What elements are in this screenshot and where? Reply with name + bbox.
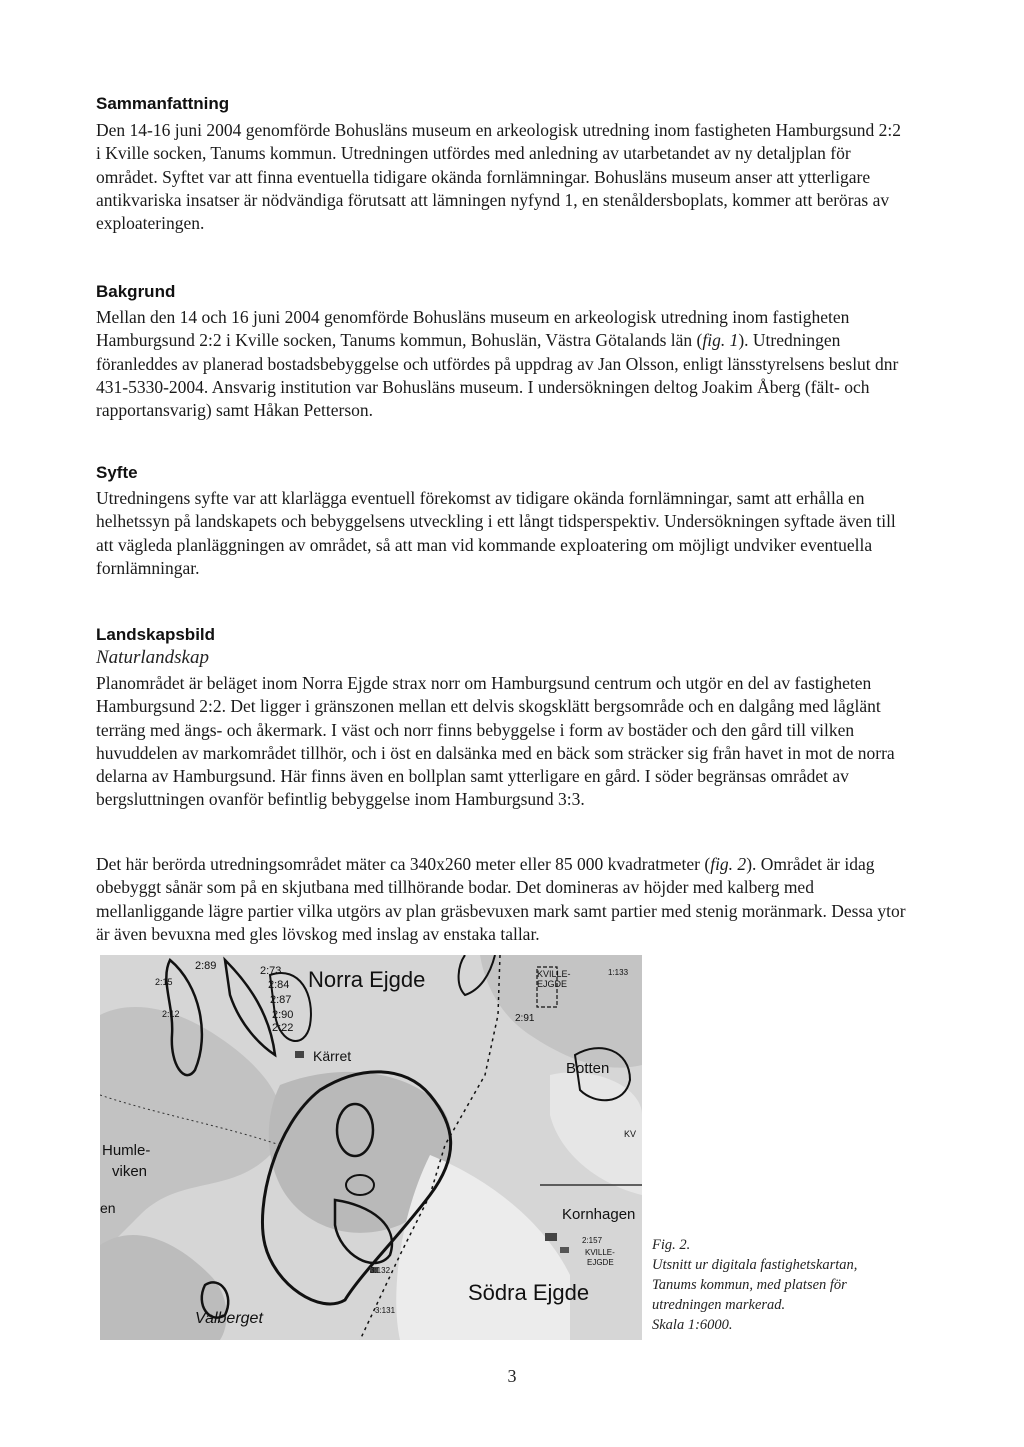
label-valberget: Valberget <box>195 1310 263 1327</box>
section-heading-syfte: Syfte <box>96 463 138 482</box>
label-parcel-2-84: 2:84 <box>268 979 290 991</box>
label-parcel-2-157: 2:157 <box>582 1236 603 1245</box>
label-parcel-1-133: 1:133 <box>608 968 629 977</box>
label-kornhagen: Kornhagen <box>562 1206 636 1223</box>
label-parcel-2-22: 2:22 <box>272 1022 294 1034</box>
landskapsbild-text2-part1: Det här berörda utredningsområdet mäter ca 340x260 meter eller 85 000 kvadratmeter ( <box>96 854 711 874</box>
landskapsbild-paragraph-1: Planområdet är beläget inom Norra Ejgde strax norr om Hamburgsund centrum och utgör en del av fastigheten Hamburgsund 2:2. Det ligger i gränszonen mellan ett delvis skogsklätt bergsområde och en dalgång med låglänt terräng med ängs- och åkermark. I väst och norr finns bebyggelse i form av bostäder och den gård till vilken huvuddelen av markområdet tillhör, och i öst en dalsänka med en bäck som sträcker sig från havet in mot de norra delarna av Hamburgsund. Här finns även en bollplan samt ytterligare en gård. I söder begränsas området av bergsluttningen ovanför befintlig bebyggelse inom Hamburgsund 3:3. <box>96 673 895 810</box>
caption-figure-number: Fig. 2. <box>652 1237 691 1253</box>
bakgrund-text-part2: ). Utredningen föranleddes av planerad bostadsbebyggelse och utfördes på uppdrag av Jan Olsson, enligt länsstyrelsens beslut dnr 431-5330-2004. Ansvarig institution var Bohusläns museum. I undersökningen deltog Joakim Åberg (fält- och rapportansvarig) samt Håkan Petterson. <box>96 330 899 421</box>
subheading-naturlandskap: Naturlandskap <box>96 647 209 668</box>
caption-line-3: utredningen markerad. <box>652 1297 786 1313</box>
label-parcel-2-12: 2:12 <box>162 1009 180 1019</box>
landskapsbild-paragraph-2 <box>96 853 906 946</box>
syfte-paragraph: Utredningens syfte var att klarlägga eventuell förekomst av tidigare okända fornlämningar, samt att erhålla en helhetssyn på landskapets och bebyggelsens utveckling i ett långt tidsperspektiv. Undersökningen syftade även till att vägleda planläggningen av området, så att man vid kommande exploatering om möjligt undviker eventuella fornlämningar. <box>96 488 896 578</box>
label-parcel-3-132: 3:132 <box>370 1266 391 1275</box>
label-parcel-2-90: 2:90 <box>272 1009 294 1021</box>
map-graphic <box>100 955 642 1340</box>
label-parcel-2-73: 2:73 <box>260 965 282 977</box>
label-parcel-2-15: 2:15 <box>155 977 173 987</box>
landskapsbild-text2-part2: ). Området är idag obebyggt sånär som på en skjutbana med tillhörande bodar. Det domineras av höjder med kalberg med mellanliggande lägre partier vilka utgörs av plan gräsbevuxen mark samt partier med stenig moränmark. Dessa ytor är även bevuxna med gles lövskog med inslag av enstaka tallar. <box>96 854 906 944</box>
section-heading-sammanfattning: Sammanfattning <box>96 94 230 113</box>
caption-line-4: Skala 1:6000. <box>652 1317 733 1333</box>
label-humle: Humle- <box>102 1142 151 1159</box>
label-botten: Botten <box>566 1060 610 1077</box>
label-norra-ejgde: Norra Ejgde <box>308 967 426 992</box>
sammanfattning-paragraph: Den 14-16 juni 2004 genomförde Bohusläns museum en arkeologisk utredning inom fastigheten Hamburgsund 2:2 i Kville socken, Tanums kommun. Utredningen utfördes med anledning av utarbetandet av ny detaljplan för området. Syftet var att finna eventuella tidigare okända fornlämningar. Bohusläns museum anser att ytterligare antikvariska insatser är nödvändiga förutsatt att lämningen nyfynd 1, en stenåldersboplats, kommer att beröras av exploateringen. <box>96 120 902 234</box>
page-number: 3 <box>507 1366 517 1386</box>
caption-line-1: Utsnitt ur digitala fastighetskartan, <box>652 1257 858 1273</box>
section-heading-bakgrund: Bakgrund <box>96 282 176 301</box>
label-parcel-2-91: 2:91 <box>515 1013 535 1024</box>
building-karret <box>295 1051 304 1058</box>
label-sodra-ejgde: Södra Ejgde <box>468 1280 590 1305</box>
section-heading-landskapsbild: Landskapsbild <box>96 625 216 644</box>
label-kv: KV <box>624 1129 637 1139</box>
label-kville-ejgde-bottom-1: KVILLE- <box>585 1248 615 1257</box>
label-parcel-2-87: 2:87 <box>270 994 292 1006</box>
label-karret: Kärret <box>313 1048 352 1064</box>
building-sodra-2 <box>560 1247 569 1253</box>
label-viken: viken <box>112 1163 148 1180</box>
label-kville-ejgde-top-2: EJGDE <box>537 979 568 989</box>
building-kornhagen <box>545 1233 557 1241</box>
figure-reference-1: fig. 1 <box>702 330 739 351</box>
property-map <box>100 955 642 1340</box>
figure-reference-2: fig. 2 <box>710 854 747 874</box>
label-parcel-3-131: 3:131 <box>375 1306 396 1315</box>
label-en: en <box>100 1200 116 1216</box>
bakgrund-text-part1: Mellan den 14 och 16 juni 2004 genomförde Bohusläns museum en arkeologisk utredning inom fastigheten Hamburgsund 2:2 i Kville socken, Tanums kommun, Bohuslän, Västra Götalands län ( <box>96 307 850 351</box>
caption-line-2: Tanums kommun, med platsen för <box>652 1277 847 1293</box>
label-kville-ejgde-top-1: KVILLE- <box>537 969 571 979</box>
label-kville-ejgde-bottom-2: EJGDE <box>587 1258 614 1267</box>
label-parcel-2-89: 2:89 <box>195 960 217 972</box>
figure-caption <box>652 1235 922 1335</box>
bakgrund-paragraph <box>96 306 906 422</box>
